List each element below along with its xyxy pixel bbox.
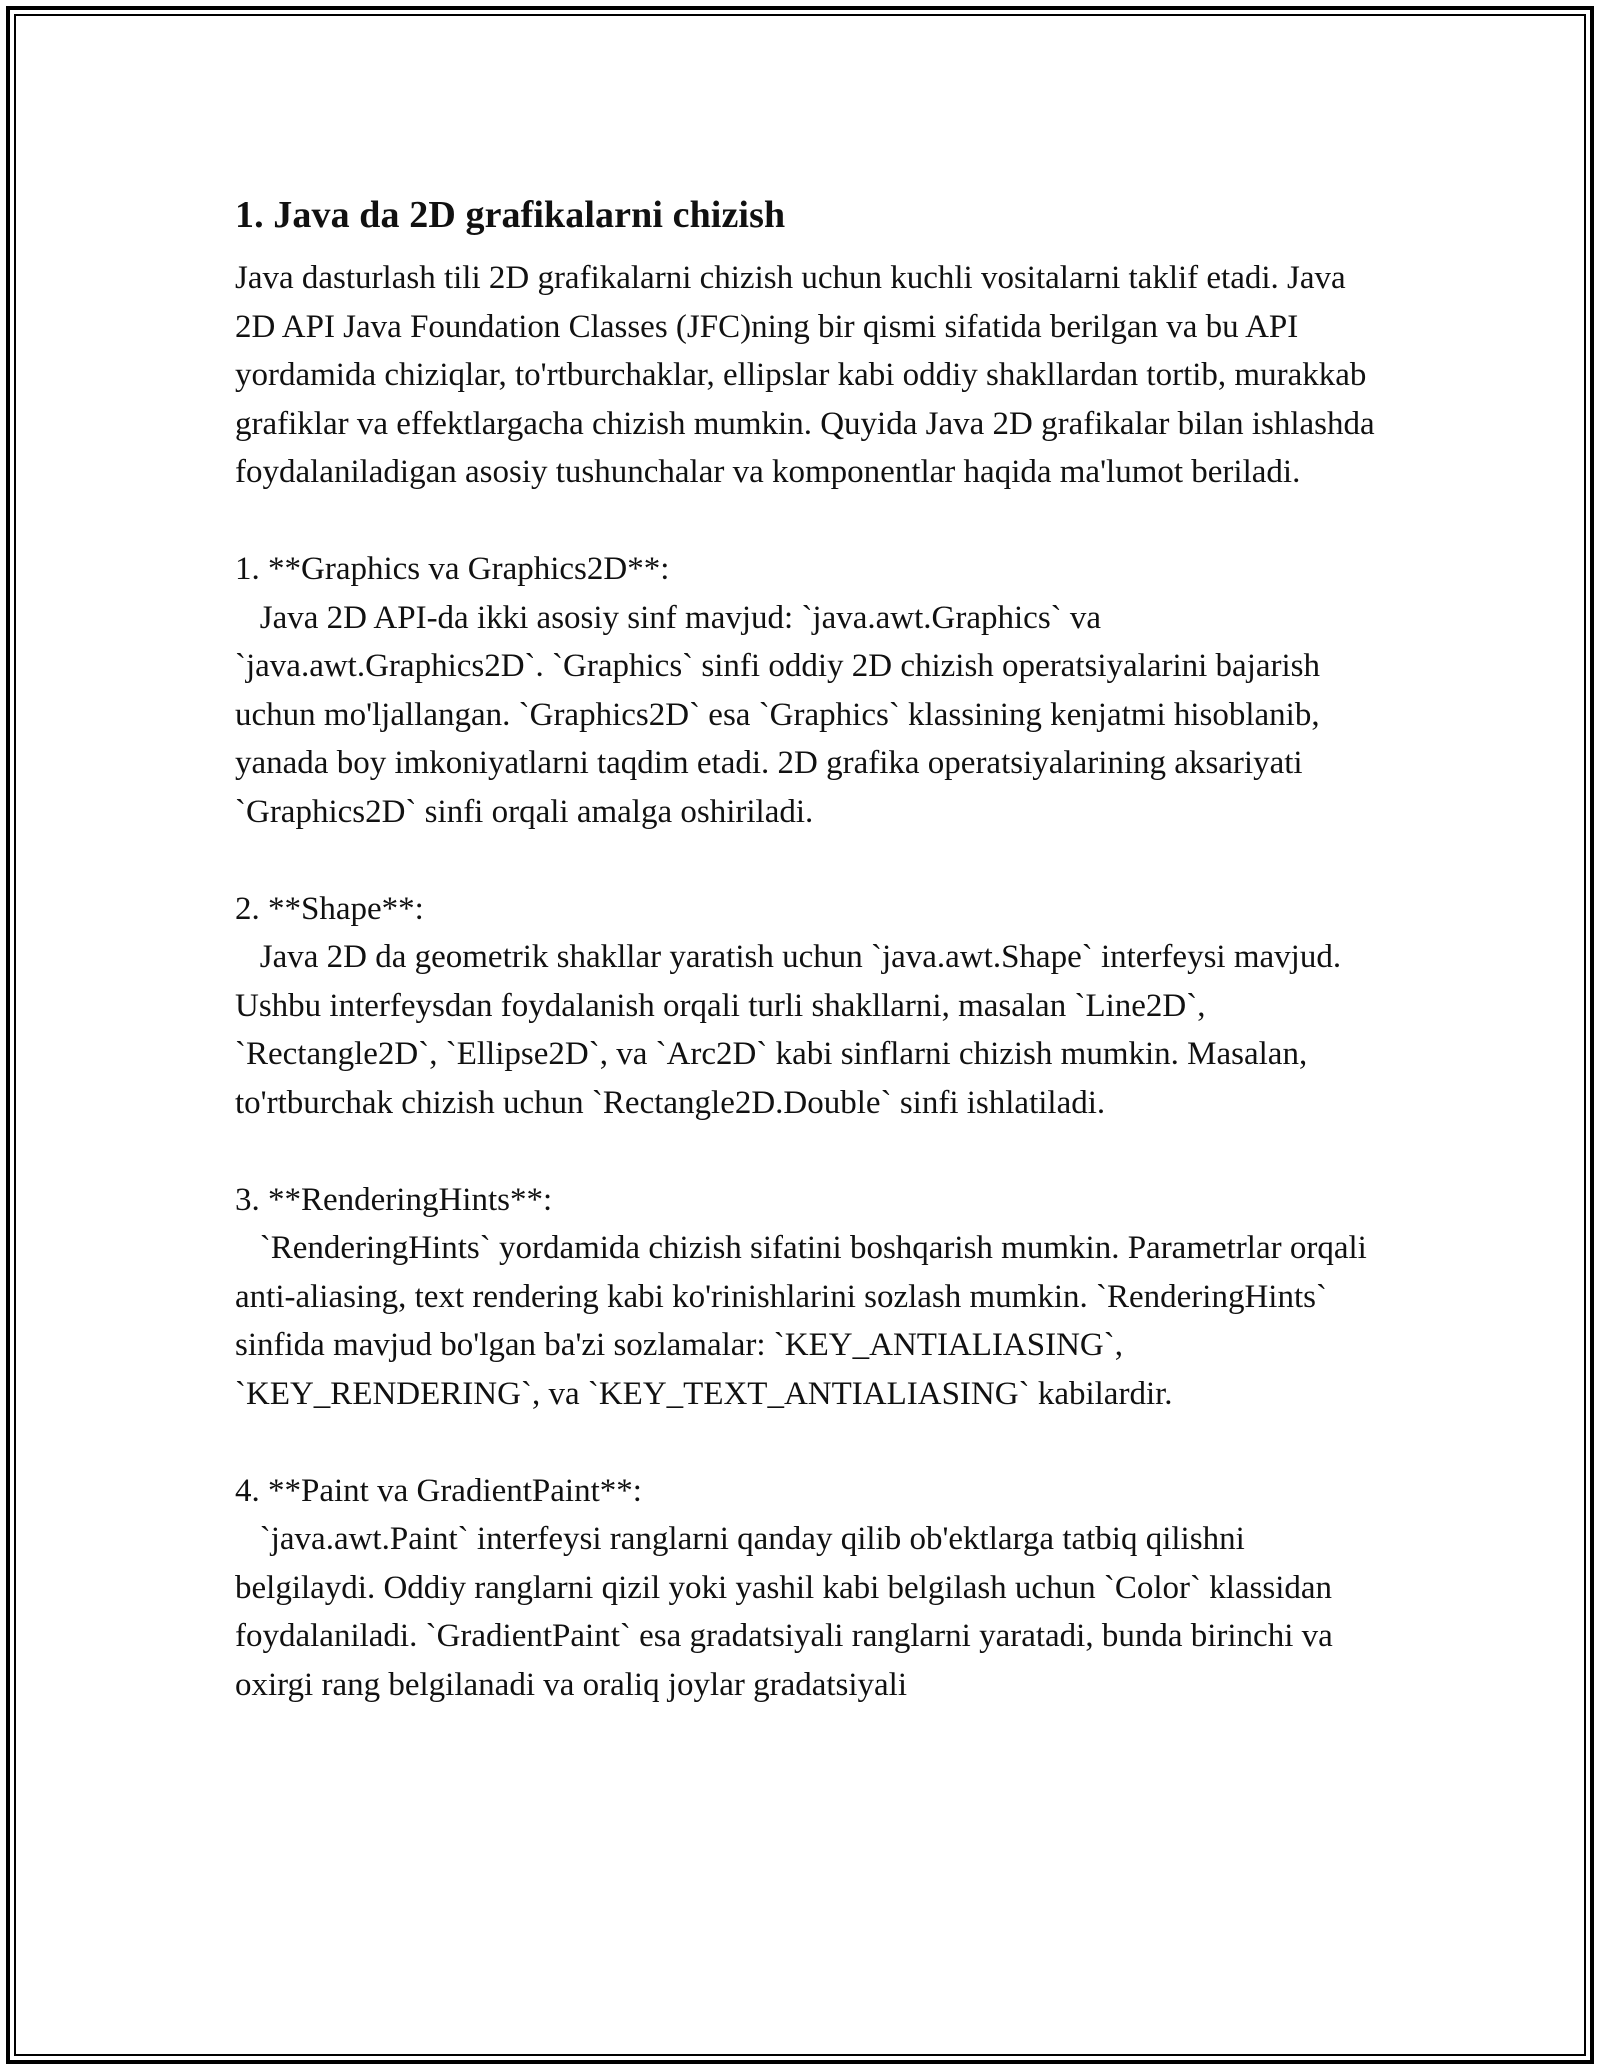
intro-paragraph: Java dasturlash tili 2D grafikalarni chizish uchun kuchli vositalarni taklif etadi. Java 2D API Java Foundation Classes (JFC)ning bir qismi sifatida berilgan va bu API yordamida chiziqlar, to'rtburchaklar, ellipslar kabi oddiy shakllardan tortib, murakkab grafiklar va effektlargacha chizish mumkin. Quyida Java 2D grafikalar bilan ishlashda foydalaniladigan asosiy tushunchalar va komponentlar haqida ma'lumot beriladi. xyxy=(235,260,1383,490)
list-item xyxy=(235,885,1375,1128)
list-item-body-text: Java 2D API-da ikki asosiy sinf mavjud: `java.awt.Graphics` va `java.awt.Graphics2D`. `Graphics` sinfi oddiy 2D chizish operatsiyalarini bajarish uchun mo'ljallangan. `Graphics2D` esa `Graphics` klassining kenjatmi hisoblanib, yanada boy imkoniyatlarni taqdim etadi. 2D grafika operatsiyalarining aksariyati `Graphics2D` sinfi orqali amalga oshiriladi. xyxy=(235,599,1329,830)
list-item-heading: 3. **RenderingHints**: xyxy=(235,1181,553,1218)
list-item xyxy=(235,1176,1375,1419)
list-item-body-text: `java.awt.Paint` interfeysi ranglarni qanday qilib ob'ektlarga tatbiq qilishni belgilaydi. Oddiy ranglarni qizil yoki yashil kabi belgilash uchun `Color` klassidan foydalaniladi. `GradientPaint` esa gradatsiyali ranglarni yaratadi, bunda birinchi va oxirgi rang belgilanadi va oraliq joylar gradatsiyali xyxy=(235,1521,1342,1703)
document-body xyxy=(235,187,1383,1709)
list-item-body xyxy=(235,1224,1375,1418)
list-item xyxy=(235,545,1375,836)
list-item-body xyxy=(235,594,1375,837)
list-item-body xyxy=(235,1515,1375,1709)
list-item-body-text: Java 2D da geometrik shakllar yaratish uchun `java.awt.Shape` interfeysi mavjud. Ushbu interfeysdan foydalanish orqali turli shakllarni, masalan `Line2D`, `Rectangle2D`, `Ellipse2D`, va `Arc2D` kabi sinflarni chizish mumkin. Masalan, to'rtburchak chizish uchun `Rectangle2D.Double` sinfi ishlatiladi. xyxy=(235,939,1350,1121)
list-item-body-text: `RenderingHints` yordamida chizish sifatini boshqarish mumkin. Parametrlar orqali anti-aliasing, text rendering kabi ko'rinishlarini sozlash mumkin. `RenderingHints` sinfida mavjud bo'lgan ba'zi sozlamalar: `KEY_ANTIALIASING`, `KEY_RENDERING`, va `KEY_TEXT_ANTIALIASING` kabilardir. xyxy=(235,1230,1376,1412)
list-item-heading: 2. **Shape**: xyxy=(235,890,424,927)
list-item-heading: 4. **Paint va GradientPaint**: xyxy=(235,1472,642,1509)
document-title: 1. Java da 2D grafikalarni chizish xyxy=(235,194,786,236)
list-item-heading: 1. **Graphics va Graphics2D**: xyxy=(235,551,670,587)
list-item-body xyxy=(235,933,1375,1127)
list-item xyxy=(235,1467,1375,1710)
